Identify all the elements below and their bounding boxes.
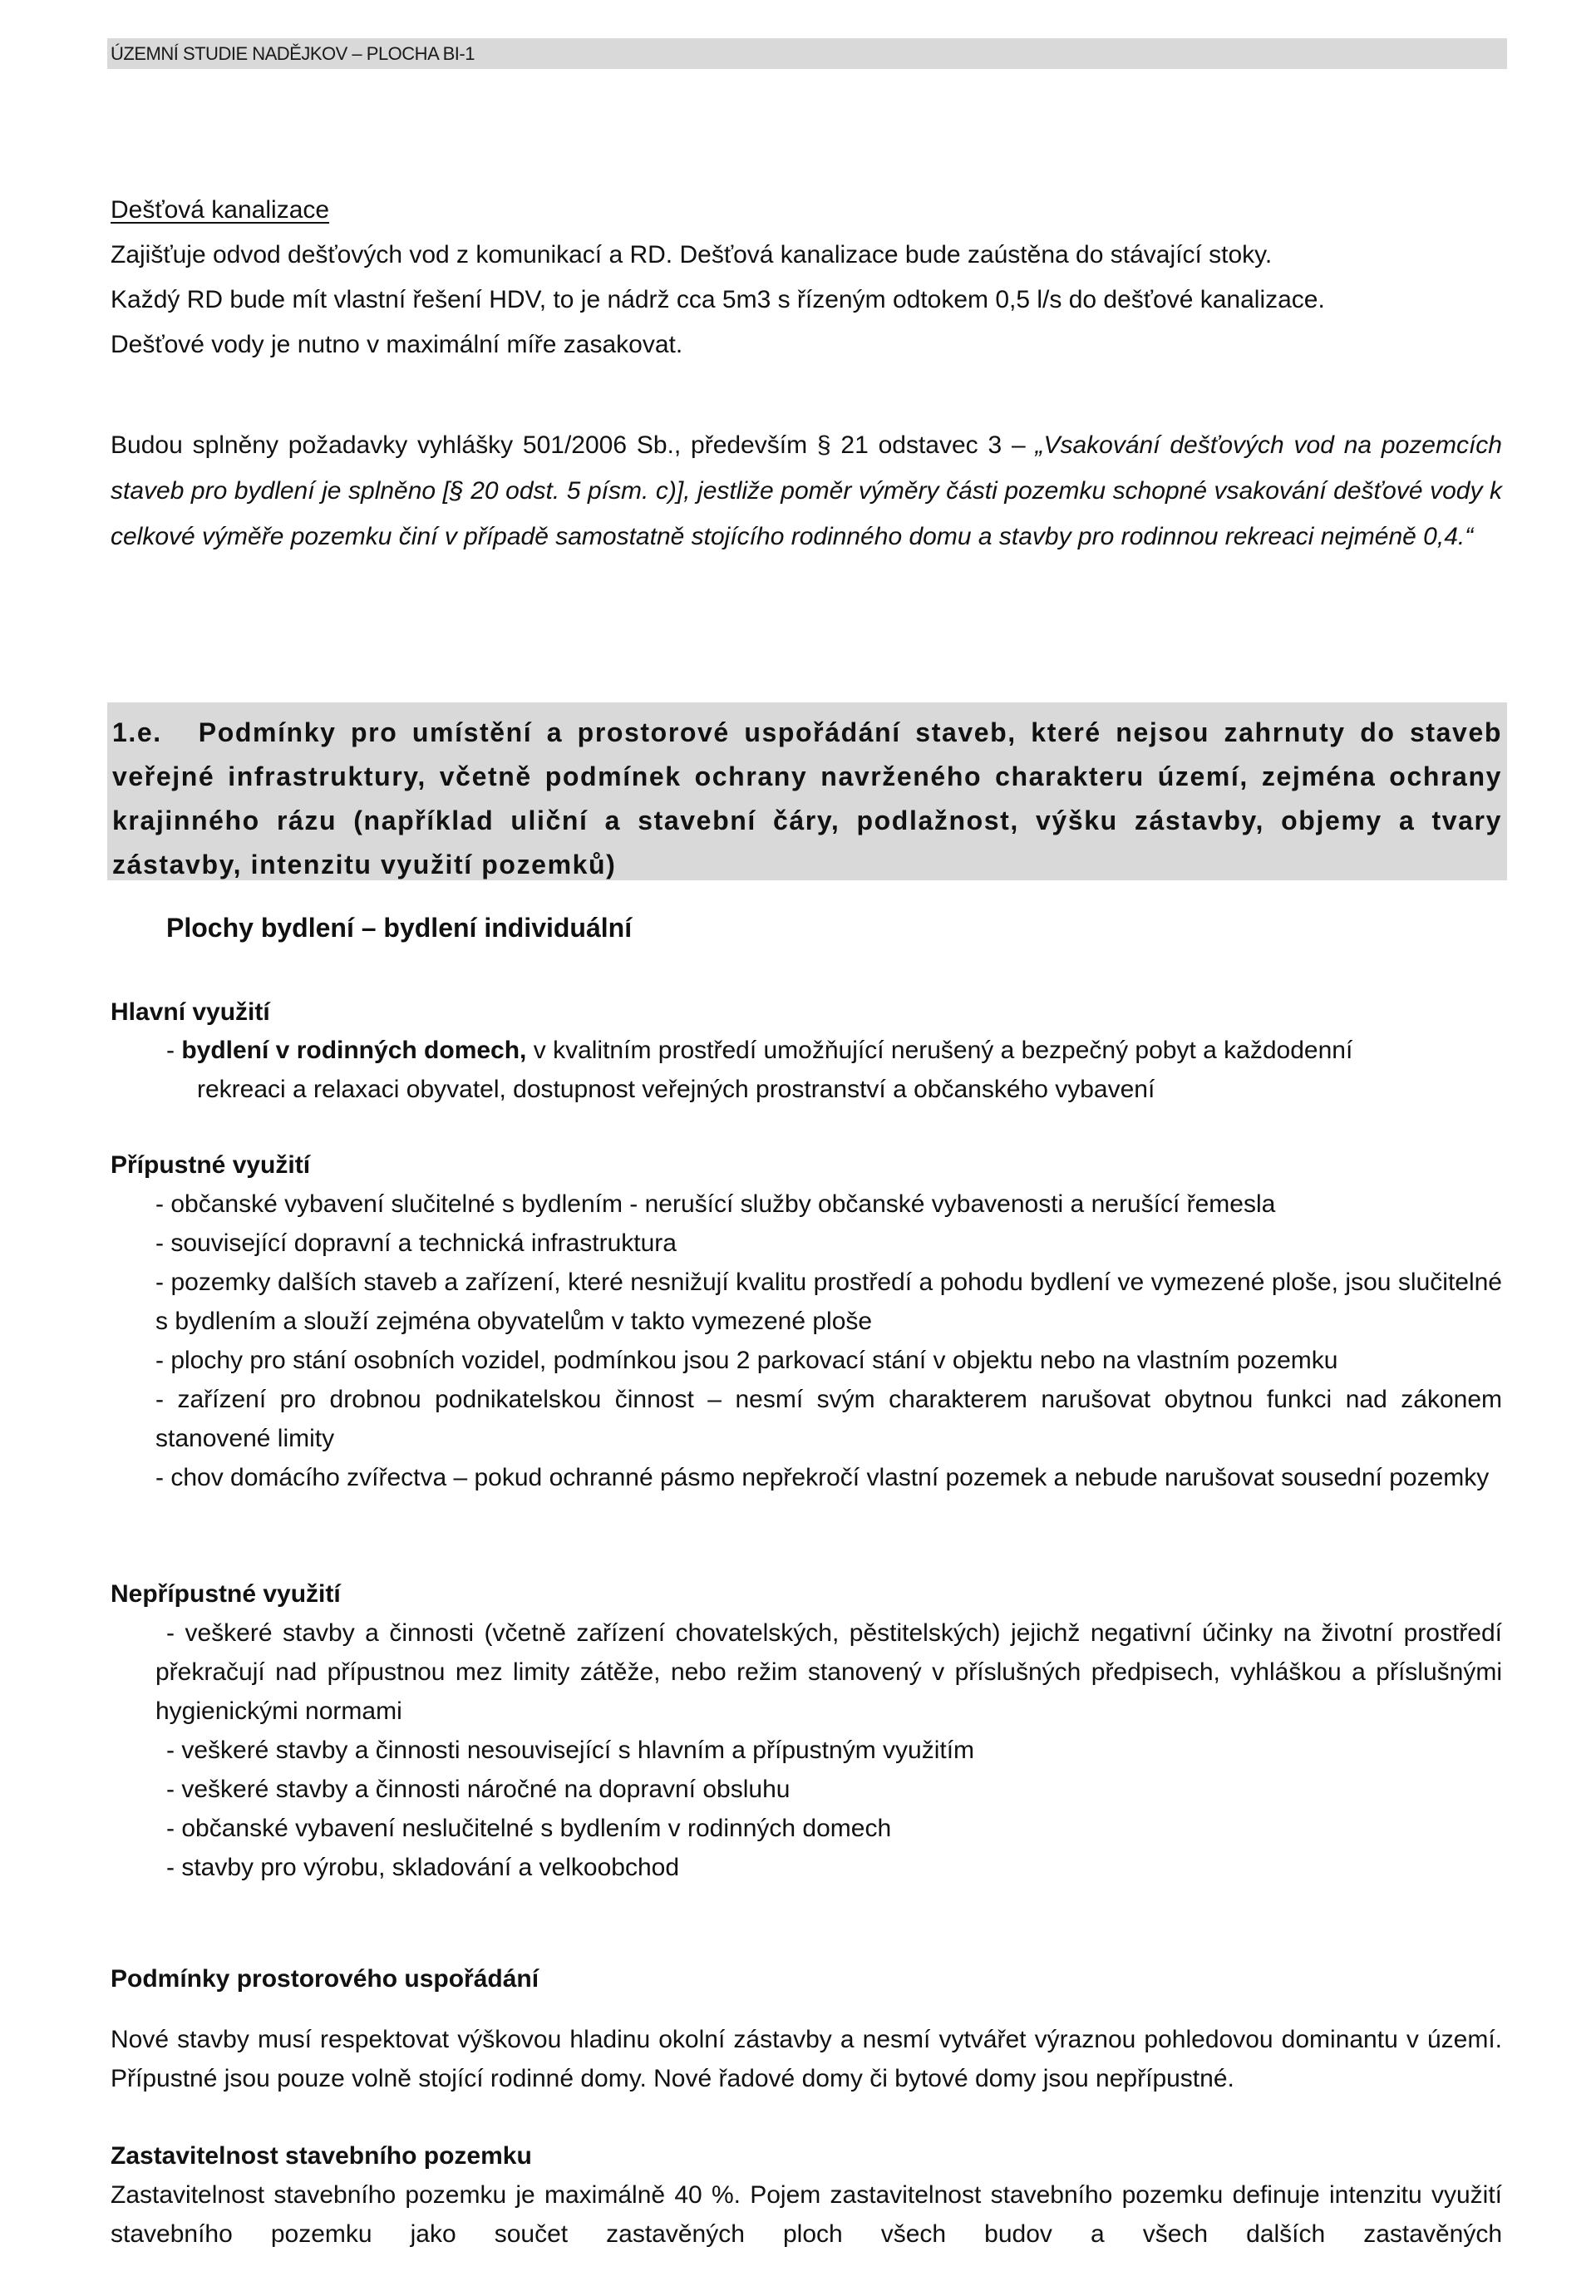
list-item: - občanské vybavení slučitelné s bydlením - nerušící služby občanské vybavenosti a nerušící řemesla xyxy=(155,1190,1276,1218)
list-item: - chov domácího zvířectva – pokud ochranné pásmo nepřekročí vlastní pozemek a nebude narušovat sousední pozemky xyxy=(155,1464,1490,1491)
regulation-quote: „Vsakování dešťových vod na pozemcích staveb pro bydlení je splněno [§ 20 odst. 5 písm. c)], jestliže poměr výměry části pozemku schopné vsakování dešťové vody k celkové výměře pozemku činí v případě samostatně stojícího rodinného domu a stavby pro rodinnou rekreaci nejméně 0,4.“ xyxy=(111,431,1502,550)
zone-title: Plochy bydlení – bydlení individuální xyxy=(166,913,633,943)
regulation-paragraph xyxy=(111,422,1502,559)
list-item: - stavby pro výrobu, skladování a velkoobchod xyxy=(166,1854,680,1881)
rain-sewer-line-3: Dešťové vody je nutno v maximální míře zasakovat. xyxy=(111,331,683,358)
main-use-section xyxy=(111,994,1502,1109)
prohibited-use-list xyxy=(111,1614,1502,1887)
main-use-item: - bydlení v rodinných domech, v kvalitním prostředí umožňující nerušený a bezpečný pobyt a každodenní xyxy=(166,1037,1353,1064)
permitted-use-title: Přípustné využití xyxy=(111,1151,311,1179)
buildability-title: Zastavitelnost stavebního pozemku xyxy=(111,2142,532,2170)
permitted-use-list xyxy=(111,1185,1502,1497)
buildability-text: Zastavitelnost stavebního pozemku je maximálně 40 %. Pojem zastavitelnost stavebního pozemku definuje intenzitu využití stavebního pozemku jako součet zastavěných ploch všech budov a všech dalších zastavěných xyxy=(111,2181,1502,2248)
permitted-use-section xyxy=(111,1146,1502,1497)
section-title: Podmínky pro umístění a prostorové uspořádání staveb, které nejsou zahrnuty do staveb veřejné infrastruktury, včetně podmínek ochrany navrženého charakteru území, zejména ochrany krajinného rázu (například uliční a stavební čáry, podlažnost, výšku zástavby, objemy a tvary zástavby, intenzitu využití pozemků) xyxy=(112,717,1502,879)
spatial-conditions-title: Podmínky prostorového uspořádání xyxy=(111,1965,539,1993)
rain-sewer-line-1: Zajišťuje odvod dešťových vod z komunikací a RD. Dešťová kanalizace bude zaústěna do stávající stoky. xyxy=(111,241,1273,269)
prohibited-use-section xyxy=(111,1575,1502,1887)
rain-sewer-line-2: Každý RD bude mít vlastní řešení HDV, to je nádrž cca 5m3 s řízeným odtokem 0,5 l/s do dešťové kanalizace. xyxy=(111,286,1325,313)
list-item: - pozemky dalších staveb a zařízení, které nesnižují kvalitu prostředí a pohodu bydlení ve vymezené ploše, jsou slučitelné s bydlením a slouží zejména obyvatelům v takto vymezené ploše xyxy=(155,1269,1502,1335)
list-item: - plochy pro stání osobních vozidel, podmínkou jsou 2 parkovací stání v objektu nebo na vlastním pozemku xyxy=(155,1347,1338,1374)
list-item: - zařízení pro drobnou podnikatelskou činnost – nesmí svým charakterem narušovat obytnou funkci nad zákonem stanovené limity xyxy=(155,1386,1502,1452)
list-item: - veškeré stavby a činnosti náročné na dopravní obsluhu xyxy=(166,1776,791,1803)
list-item: - občanské vybavení neslučitelné s bydlením v rodinných domech xyxy=(166,1815,892,1842)
rain-sewer-section xyxy=(111,188,1502,367)
spatial-conditions-text: Nové stavby musí respektovat výškovou hladinu okolní zástavby a nesmí vytvářet výraznou pohledovou dominantu v území. Přípustné jsou pouze volně stojící rodinné domy. Nové řadové domy či bytové domy jsou nepřípustné. xyxy=(111,2026,1502,2092)
main-use-title: Hlavní využití xyxy=(111,998,270,1026)
section-number: 1.e. xyxy=(112,717,162,747)
section-heading xyxy=(107,702,1507,887)
list-item: - veškeré stavby a činnosti (včetně zařízení chovatelských, pěstitelských) jejichž negativní účinky na životní prostředí překračují nad přípustnou mez limity zátěže, nebo režim stanovený v příslušných předpisech, vyhláškou a příslušnými hygienickými normami xyxy=(155,1619,1502,1725)
section-heading-box xyxy=(107,702,1507,880)
list-item: - související dopravní a technická infrastruktura xyxy=(155,1229,677,1257)
regulation-intro: Budou splněny požadavky vyhlášky 501/2006 Sb., především § 21 odstavec 3 – xyxy=(111,431,1036,459)
running-header-title: ÚZEMNÍ STUDIE NADĚJKOV – PLOCHA BI-1 xyxy=(111,43,475,64)
main-use-item-bold: bydlení v rodinných domech, xyxy=(181,1037,527,1064)
list-item: - veškeré stavby a činnosti nesouvisející s hlavním a přípustným využitím xyxy=(166,1737,975,1764)
running-header xyxy=(107,38,1507,69)
prohibited-use-title: Nepřípustné využití xyxy=(111,1580,341,1608)
rain-sewer-title: Dešťová kanalizace xyxy=(111,196,330,224)
main-use-item-continuation: rekreaci a relaxaci obyvatel, dostupnost veřejných prostranství a občanského vybavení xyxy=(197,1076,1155,1103)
main-use-item-rest: v kvalitním prostředí umožňující nerušený a bezpečný pobyt a každodenní xyxy=(526,1037,1353,1064)
